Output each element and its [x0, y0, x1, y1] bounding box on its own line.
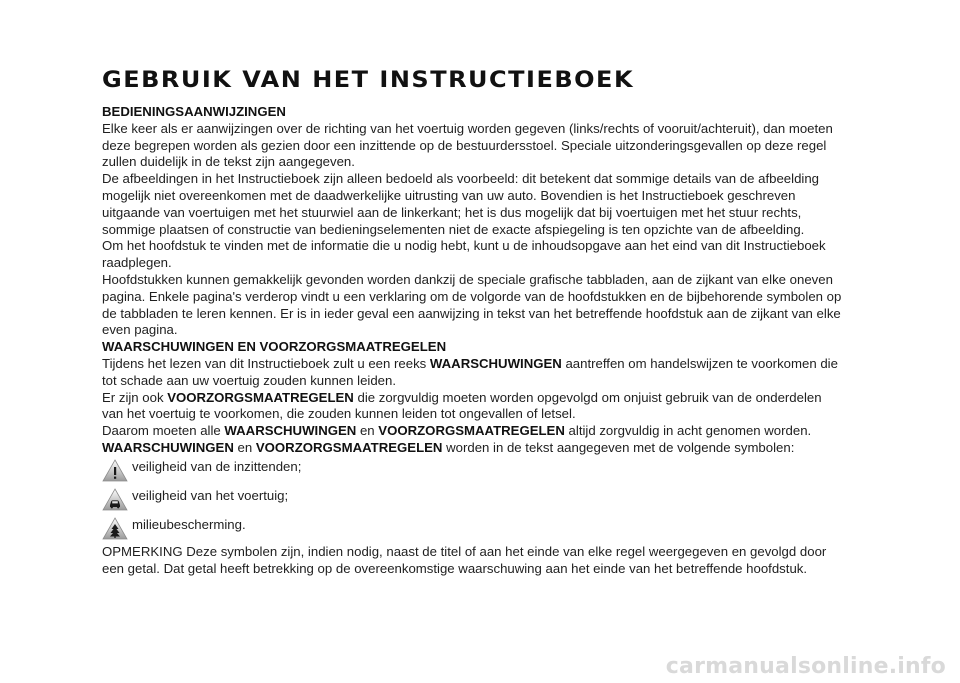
symbol-label: veiligheid van de inzittenden; — [132, 458, 302, 474]
paragraph: Om het hoofdstuk te vinden met de informatie die u nodig hebt, kunt u de inhoudsopgave aan het eind van dit Instructieboek raadplegen. — [102, 238, 826, 271]
paragraph: Hoofdstukken kunnen gemakkelijk gevonden worden dankzij de speciale grafische tabbladen, aan de zijkant van elke oneven pagina. Enkele pagina's verderop vindt u een verklaring om de volgorde van de hoofdstukken en de bijbehorende symbolen op de tabbladen te leren kennen. Er is in ieder geval een aanwijzing in tekst van het betreffende hoofdstuk aan de zijkant van elke even pagina. — [102, 271, 842, 338]
bold-term: VOORZORGSMAATREGELEN — [255, 439, 443, 455]
page-title: GEBRUIK VAN HET INSTRUCTIEBOEK — [102, 66, 635, 93]
paragraph: Elke keer als er aanwijzingen over de richting van het voertuig worden gegeven (links/rechts of vooruit/achteruit), dan moeten deze begrepen worden als gezien door een inzittende op de bestuurdersstoel. Speciale uitzonderingsgevallen op deze regel zullen duidelijk in de tekst zijn aangegeven. — [102, 120, 833, 170]
symbol-row-vehicle-safety — [102, 486, 842, 515]
symbol-label: milieubescherming. — [132, 516, 246, 532]
section-heading-operating-instructions: BEDIENINGSAANWIJZINGEN — [102, 104, 286, 119]
symbol-row-occupant-safety — [102, 457, 842, 486]
watermark: carmanualsonline.info — [665, 654, 946, 679]
section-heading-warnings: WAARSCHUWINGEN EN VOORZORGSMAATREGELEN — [102, 339, 447, 355]
bold-term: VOORZORGSMAATREGELEN — [378, 423, 565, 439]
note-paragraph: OPMERKING Deze symbolen zijn, indien nodig, naast de titel of aan het einde van elke regel weergegeven en gevolgd door een getal. Dat getal heeft betrekking op de overeenkomstige waarschuwing aan het einde van het betreffende hoofdstuk. — [102, 543, 827, 576]
document-page — [102, 66, 842, 577]
paragraph: WAARSCHUWINGEN en VOORZORGSMAATREGELEN worden in de tekst aangegeven met de volgende symbolen: — [102, 439, 795, 455]
paragraph: Tijdens het lezen van dit Instructieboek zult u een reeks WAARSCHUWINGEN aantreffen om handelswijzen te voorkomen die tot schade aan uw voertuig zouden kunnen leiden. — [102, 355, 838, 388]
bold-term: WAARSCHUWINGEN — [224, 423, 357, 439]
warning-tree-icon — [102, 517, 128, 541]
paragraph: De afbeeldingen in het Instructieboek zijn alleen bedoeld als voorbeeld: dit betekent dat sommige details van de afbeelding mogelijk niet overeenkomen met de daadwerkelijke uitrusting van uw auto. Bovendien is het Instructieboek geschreven uitgaande van voertuigen met het stuurwiel aan de linkerkant; het is dus mogelijk dat bij voertuigen met het stuur rechts, sommige plaatsen of constructie van bedieningselementen niet de exacte afspiegeling is ten opzichte van de afbeelding. — [102, 171, 819, 237]
bold-term: WAARSCHUWINGEN — [429, 355, 562, 371]
warning-car-icon — [102, 488, 128, 512]
bold-term: VOORZORGSMAATREGELEN — [167, 389, 354, 405]
paragraph: Daarom moeten alle WAARSCHUWINGEN en VOORZORGSMAATREGELEN altijd zorgvuldig in acht genomen worden. — [102, 423, 812, 439]
bold-term: WAARSCHUWINGEN — [102, 439, 234, 455]
symbol-row-environment — [102, 515, 842, 544]
paragraph: Er zijn ook VOORZORGSMAATREGELEN die zorgvuldig moeten worden opgevolgd om onjuist gebruik van de onderdelen van het voertuig te voorkomen, die zouden kunnen leiden tot ongevallen of letsel. — [102, 389, 822, 422]
symbol-label: veiligheid van het voertuig; — [132, 487, 289, 503]
warning-person-icon — [102, 459, 128, 483]
